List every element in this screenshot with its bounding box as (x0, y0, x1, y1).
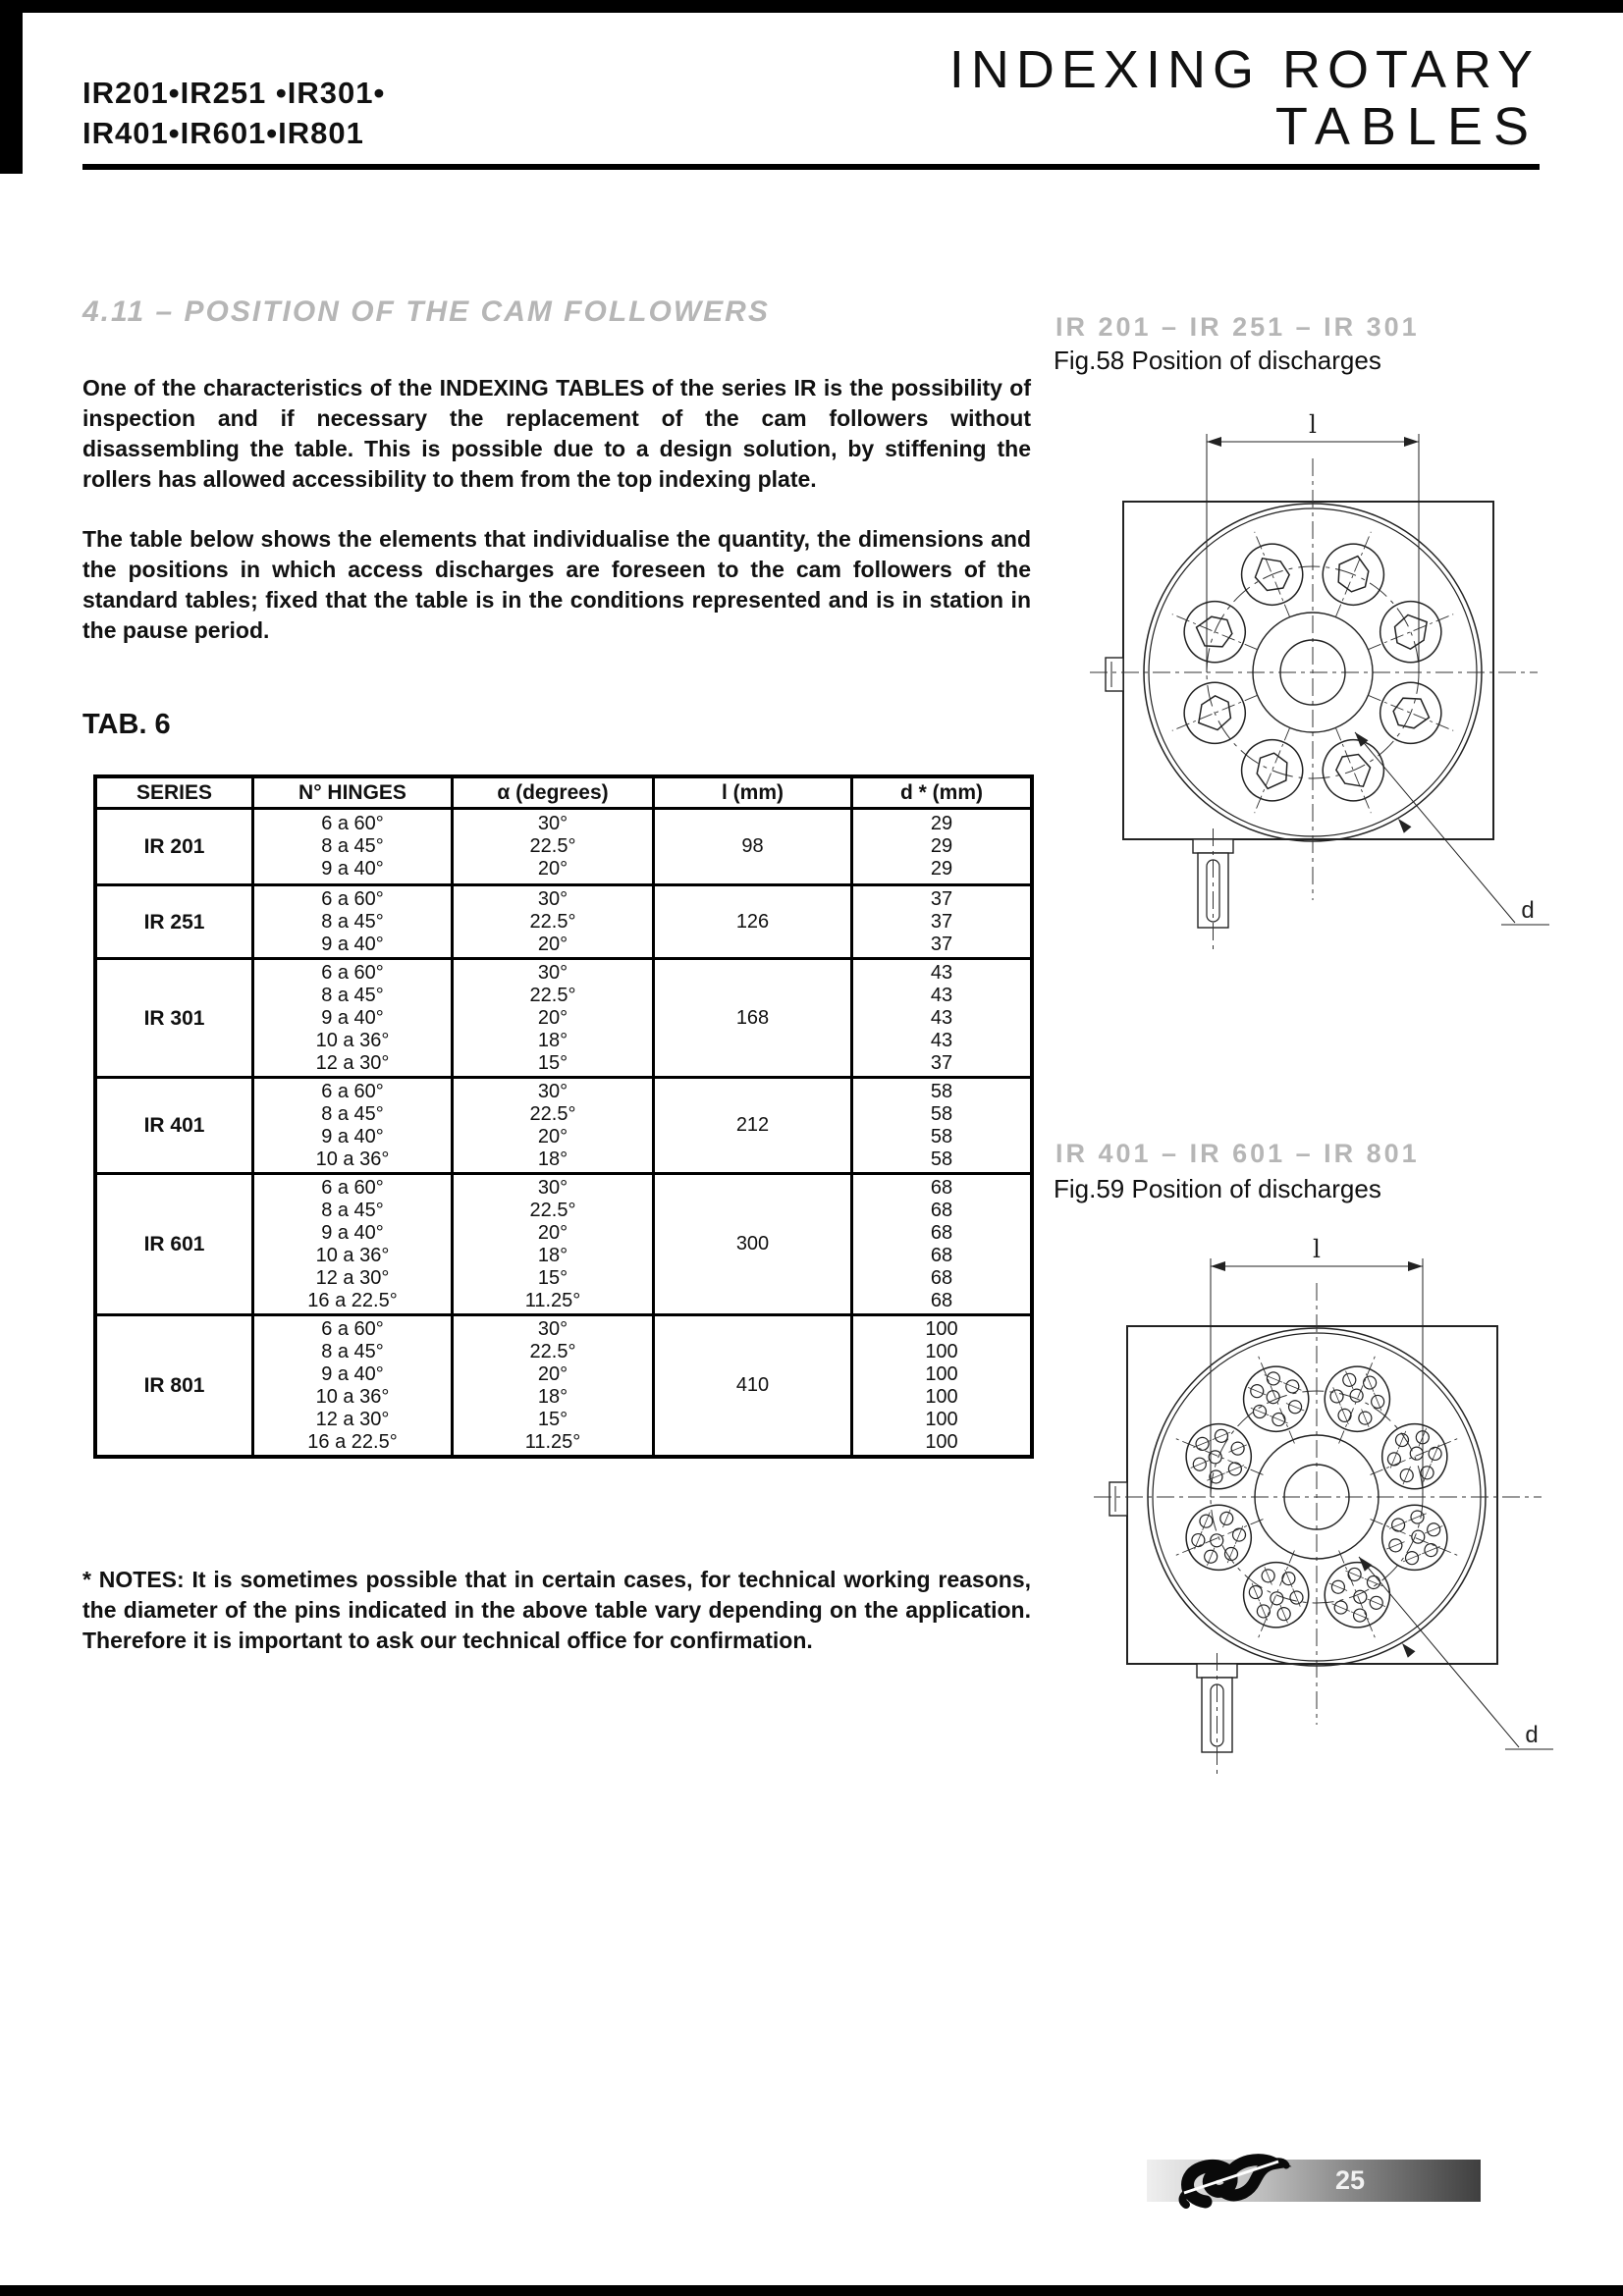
cell-l: 126 (652, 886, 850, 957)
table-body (97, 810, 1030, 1455)
table-row (97, 1313, 1030, 1455)
cell-alpha: 30° 22.5° 20° 18° 15° 11.25° (451, 1316, 652, 1455)
col-l: l (mm) (652, 778, 850, 807)
cell-series: IR 301 (143, 1006, 205, 1030)
col-d: d * (mm) (850, 778, 1030, 807)
cell-d: 100 100 100 100 100 100 (850, 1316, 1030, 1455)
cell-hinges: 6 a 60° 8 a 45° 9 a 40° 10 a 36° (251, 1079, 451, 1172)
page-number: 25 (1334, 2165, 1366, 2195)
cell-hinges: 6 a 60° 8 a 45° 9 a 40° (251, 810, 451, 883)
scan-artifact-left (0, 0, 23, 174)
cell-series: IR 601 (143, 1233, 205, 1255)
cell-hinges: 6 a 60° 8 a 45° 9 a 40° 10 a 36° 12 a 30° (251, 960, 451, 1076)
page-title-line2: TABLES (1274, 97, 1540, 156)
model-list (82, 73, 385, 153)
cell-alpha: 30° 22.5° 20° 18° 15° (451, 960, 652, 1076)
cell-l: 300 (652, 1175, 850, 1313)
figure-58-series-title: IR 201 – IR 251 – IR 301 (1055, 312, 1420, 342)
leader-label: d (1525, 1722, 1539, 1748)
paragraph-1: One of the characteristics of the INDEXING TABLES of the series IR is the possibility of inspection and if necessary the replacement of the cam followers without disassembling the table. This is possible due to a design solution, by stiffening the rollers has allowed accessibility to them from the top indexing plate. (82, 375, 1031, 492)
notes-paragraph: * NOTES: It is sometimes possible that in certain cases, for technical working reasons, the diameter of the pins indicated in the above table vary depending on the application. Therefore it is important to ask our technical office for confirmation. (82, 1567, 1031, 1653)
cell-l: 410 (652, 1316, 850, 1455)
figure-58-caption: Fig.58 Position of discharges (1054, 346, 1381, 375)
col-hinges: N° HINGES (251, 778, 451, 807)
section-title: 4.11 – POSITION OF THE CAM FOLLOWERS (82, 295, 770, 328)
table-row (97, 1076, 1030, 1172)
figure-58-drawing (1068, 404, 1559, 964)
cell-d: 68 68 68 68 68 68 (850, 1175, 1030, 1313)
cell-alpha: 30° 22.5° 20° (451, 810, 652, 883)
cell-l: 212 (652, 1079, 850, 1172)
cell-series: IR 801 (143, 1374, 205, 1397)
col-alpha: α (degrees) (451, 778, 652, 807)
cell-alpha: 30° 22.5° 20° (451, 886, 652, 957)
table-row (97, 883, 1030, 957)
data-table (93, 774, 1034, 1459)
page-title-line1: INDEXING ROTARY (948, 40, 1540, 99)
page-title (949, 41, 1540, 155)
dimension-label: l (1313, 1235, 1321, 1263)
table-row (97, 1172, 1030, 1313)
cell-hinges: 6 a 60° 8 a 45° 9 a 40° 10 a 36° 12 a 30° 16 a 22.5° (251, 1175, 451, 1313)
table-row (97, 957, 1030, 1076)
model-list-line2: IR401•IR601•IR801 (82, 116, 364, 150)
cell-series: IR 251 (143, 910, 205, 934)
brand-logo-icon (1176, 2148, 1292, 2216)
cell-hinges: 6 a 60° 8 a 45° 9 a 40° (251, 886, 451, 957)
model-list-line1: IR201•IR251 •IR301• (82, 76, 386, 110)
cell-series: IR 201 (143, 835, 205, 858)
cell-d: 29 29 29 (850, 810, 1030, 883)
scan-artifact-top (0, 0, 1623, 13)
cell-l: 168 (652, 960, 850, 1076)
scan-artifact-bottom (0, 2285, 1623, 2296)
leader-label: d (1521, 897, 1535, 924)
cell-l: 98 (652, 810, 850, 883)
figure-59-caption: Fig.59 Position of discharges (1054, 1174, 1381, 1203)
cell-d: 43 43 43 43 37 (850, 960, 1030, 1076)
figure-59-series-title: IR 401 – IR 601 – IR 801 (1055, 1139, 1420, 1168)
cell-series: IR 401 (143, 1114, 205, 1137)
paragraph-2: The table below shows the elements that individualise the quantity, the dimensions and the positions in which access discharges are foreseen to the cam followers of the standard tables; fixed that the table is in the conditions represented and is in station in the pause period. (82, 526, 1031, 643)
table-label: TAB. 6 (82, 709, 171, 740)
cell-d: 58 58 58 58 (850, 1079, 1030, 1172)
header-rule (82, 164, 1540, 170)
table-row (97, 810, 1030, 883)
cell-hinges: 6 a 60° 8 a 45° 9 a 40° 10 a 36° 12 a 30° 16 a 22.5° (251, 1316, 451, 1455)
col-series: SERIES (135, 780, 213, 804)
figure-59-drawing (1072, 1229, 1563, 1789)
cell-alpha: 30° 22.5° 20° 18° 15° 11.25° (451, 1175, 652, 1313)
cell-alpha: 30° 22.5° 20° 18° (451, 1079, 652, 1172)
table-header-row (97, 778, 1030, 810)
dimension-label: l (1309, 410, 1317, 439)
cell-d: 37 37 37 (850, 886, 1030, 957)
